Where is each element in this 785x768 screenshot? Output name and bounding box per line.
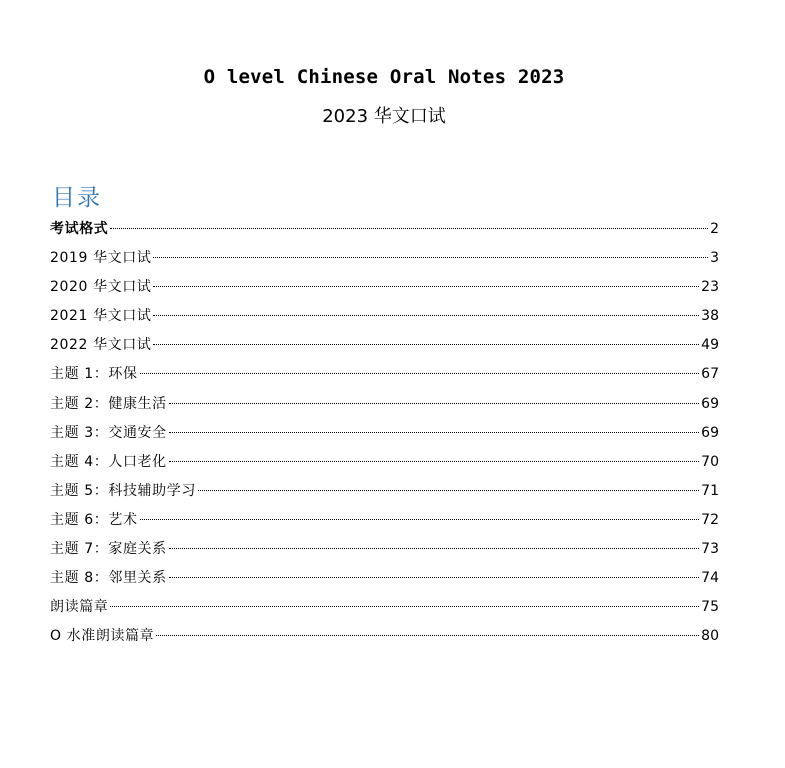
toc-dot-leader	[169, 432, 699, 433]
toc-dot-leader	[110, 228, 708, 229]
toc-entry-page[interactable]: 80	[701, 628, 719, 645]
toc-entry-label[interactable]: 考试格式	[50, 221, 109, 237]
toc-entry[interactable]	[50, 215, 719, 244]
toc-entry-page[interactable]: 3	[710, 250, 719, 267]
toc-dot-leader	[153, 286, 699, 287]
toc-entry[interactable]	[50, 419, 719, 448]
toc-entry[interactable]	[50, 622, 719, 651]
toc-entry[interactable]	[50, 477, 719, 506]
toc-entry-label[interactable]: O 水准朗读篇章	[50, 628, 155, 645]
document-subtitle: 2023 华文口试	[322, 106, 446, 127]
toc-entry-page[interactable]: 75	[701, 599, 719, 616]
toc-entry-page[interactable]: 2	[710, 221, 719, 237]
toc-entry-label[interactable]: 主题 3：交通安全	[50, 424, 167, 441]
toc-entry-label[interactable]: 主题 8：邻里关系	[50, 570, 167, 587]
toc-entry-page[interactable]: 70	[701, 453, 719, 470]
toc-entry-page[interactable]: 73	[701, 541, 719, 558]
toc-entry[interactable]	[50, 360, 719, 389]
toc-dot-leader	[153, 344, 699, 345]
toc-entry-page[interactable]: 72	[701, 511, 719, 528]
toc-entry-label[interactable]: 主题 1：环保	[50, 366, 138, 383]
toc-entry-page[interactable]: 69	[701, 424, 719, 441]
toc-dot-leader	[153, 315, 699, 316]
toc-entry-page[interactable]: 69	[701, 395, 719, 412]
toc-entry-label[interactable]: 2022 华文口试	[50, 337, 152, 354]
toc-heading: 目录	[52, 185, 102, 211]
toc-entry-page[interactable]: 23	[701, 279, 719, 296]
toc-dot-leader	[153, 257, 708, 258]
toc-entry[interactable]	[50, 331, 719, 360]
toc-entry[interactable]	[50, 302, 719, 331]
toc-entry-label[interactable]: 主题 4：人口老化	[50, 453, 167, 470]
toc-dot-leader	[169, 548, 699, 549]
toc-entry-label[interactable]: 2019 华文口试	[50, 250, 152, 267]
toc-entry[interactable]	[50, 448, 719, 477]
toc-entry-label[interactable]: 朗读篇章	[50, 599, 109, 616]
toc-entry-label[interactable]: 主题 2：健康生活	[50, 395, 167, 412]
toc-entry[interactable]	[50, 535, 719, 564]
toc-entry-label[interactable]: 2021 华文口试	[50, 308, 152, 325]
toc-entry-label[interactable]: 2020 华文口试	[50, 279, 152, 296]
toc-list	[50, 215, 719, 651]
toc-dot-leader	[140, 373, 700, 374]
toc-entry-page[interactable]: 74	[701, 570, 719, 587]
toc-dot-leader	[156, 635, 699, 636]
toc-dot-leader	[198, 490, 699, 491]
toc-entry-page[interactable]: 38	[701, 308, 719, 325]
toc-dot-leader	[110, 606, 699, 607]
toc-entry[interactable]	[50, 273, 719, 302]
toc-dot-leader	[140, 519, 700, 520]
toc-entry-page[interactable]: 71	[701, 482, 719, 499]
document-title: O level Chinese Oral Notes 2023	[203, 66, 565, 88]
toc-entry[interactable]	[50, 564, 719, 593]
toc-entry-label[interactable]: 主题 7：家庭关系	[50, 541, 167, 558]
toc-dot-leader	[169, 577, 699, 578]
toc-entry[interactable]	[50, 390, 719, 419]
toc-dot-leader	[169, 461, 699, 462]
toc-entry[interactable]	[50, 244, 719, 273]
toc-entry[interactable]	[50, 593, 719, 622]
toc-entry[interactable]	[50, 506, 719, 535]
toc-entry-label[interactable]: 主题 6：艺术	[50, 511, 138, 528]
toc-dot-leader	[169, 403, 699, 404]
toc-entry-page[interactable]: 67	[701, 366, 719, 383]
toc-entry-page[interactable]: 49	[701, 337, 719, 354]
toc-entry-label[interactable]: 主题 5：科技辅助学习	[50, 482, 196, 499]
